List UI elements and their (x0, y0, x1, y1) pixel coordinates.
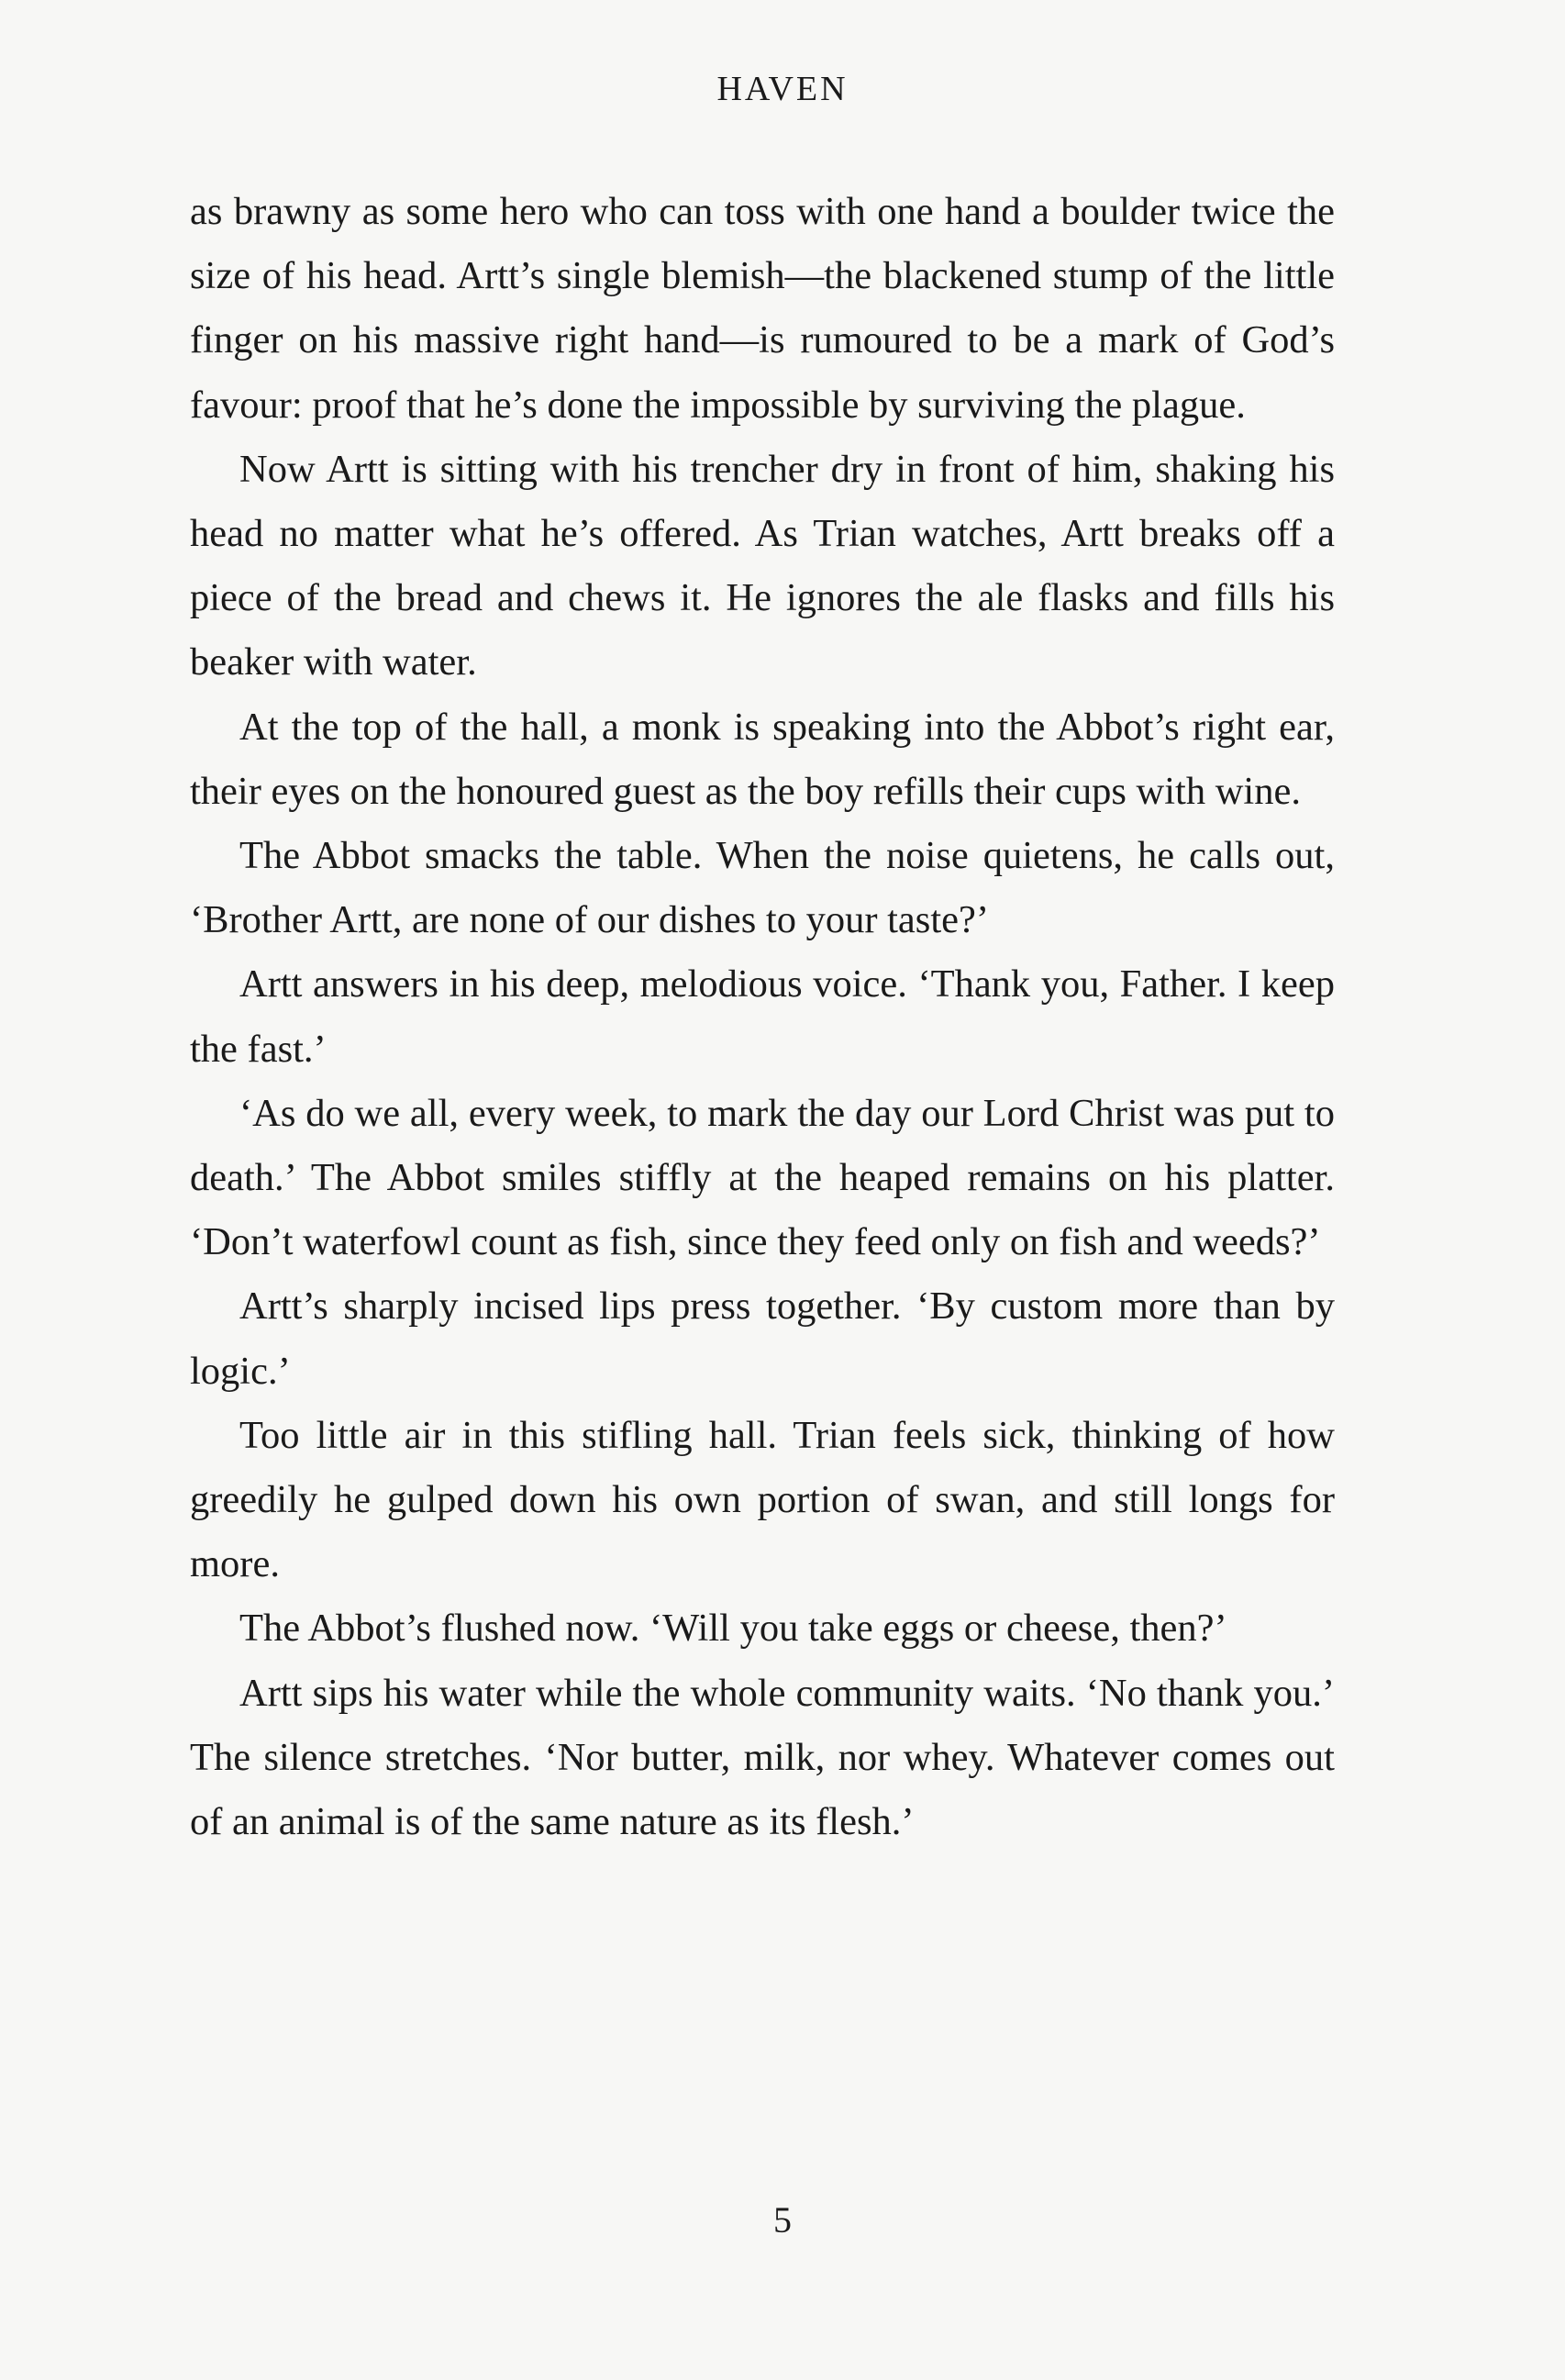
running-head-title: HAVEN (716, 70, 849, 108)
paragraph-9: The Abbot’s flushed now. ‘Will you take eggs or cheese, then?’ (239, 1607, 1227, 1651)
paragraph-1: as brawny as some hero who can toss with one hand a boulder twice the size of his head. Artt’s single blemish—the blackened stump of the little finger on his massive right hand—is rumoured to be a mark of God’s favour: proof that he’s done the impossible by surviving the plague. (190, 190, 1335, 427)
paragraph-10: Artt sips his water while the whole community waits. ‘No thank you.’ The silence stretches. ‘Nor butter, milk, nor whey. Whatever comes out of an animal is of the same nature as its flesh.’ (190, 1671, 1335, 1844)
body-text (190, 180, 1335, 1854)
paragraph-3: At the top of the hall, a monk is speaking into the Abbot’s right ear, their eyes on the honoured guest as the boy refills their cups with wine. (190, 705, 1335, 813)
paragraph-2: Now Artt is sitting with his trencher dry in front of him, shaking his head no matter what he’s offered. As Trian watches, Artt breaks off a piece of the bread and chews it. He ignores the ale flasks and fills his beaker with water. (190, 447, 1335, 684)
paragraph-4: The Abbot smacks the table. When the noise quietens, he calls out, ‘Brother Artt, are none of our dishes to your taste?’ (190, 834, 1335, 942)
page-number: 5 (773, 2199, 792, 2241)
paragraph-6: ‘As do we all, every week, to mark the day our Lord Christ was put to death.’ The Abbot smiles stiffly at the heaped remains on his platter. ‘Don’t waterfowl count as fish, since they feed only on fish and weeds?’ (190, 1091, 1335, 1264)
paragraph-5: Artt answers in his deep, melodious voice. ‘Thank you, Father. I keep the fast.’ (190, 962, 1335, 1071)
paragraph-8: Too little air in this stifling hall. Trian feels sick, thinking of how greedily he gulped down his own portion of swan, and still longs for more. (190, 1413, 1335, 1586)
paragraph-7: Artt’s sharply incised lips press together. ‘By custom more than by logic.’ (190, 1285, 1335, 1393)
